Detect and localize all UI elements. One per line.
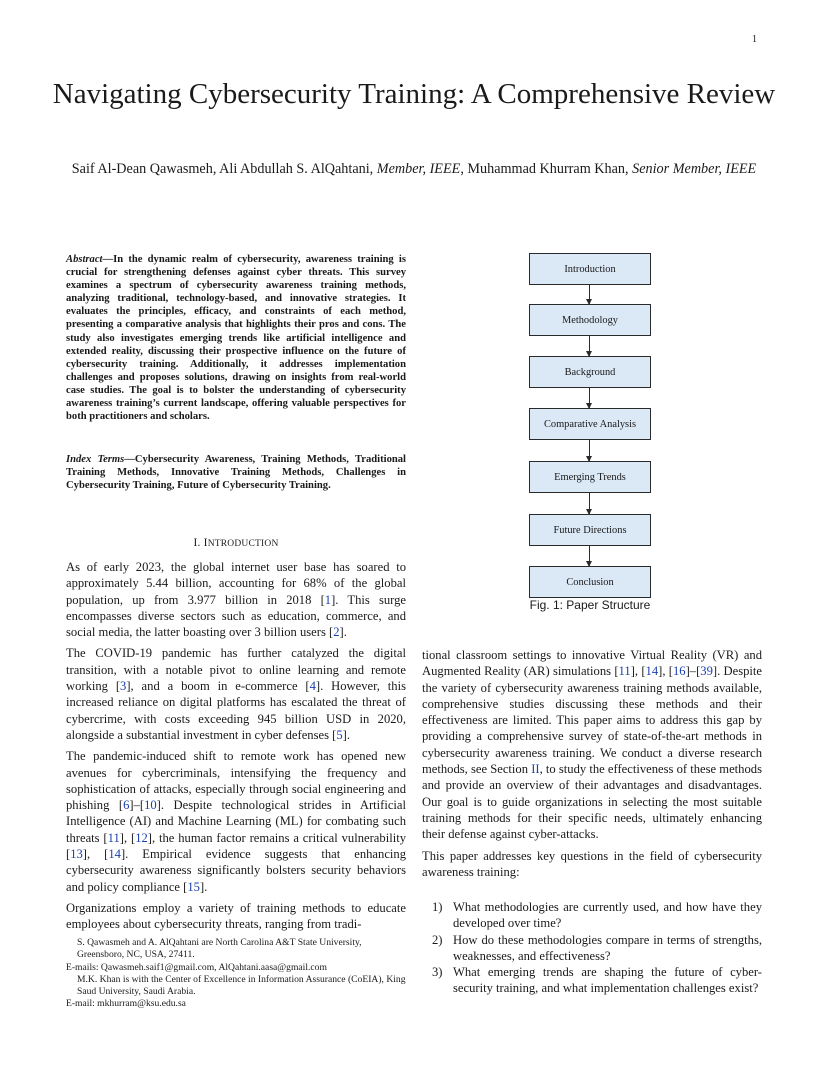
author-names-1: Saif Al-Dean Qawasmeh, Ali Abdullah S. AlQahtani, (71, 161, 377, 177)
research-questions-list (432, 899, 762, 997)
citation-link[interactable]: 12 (135, 830, 148, 845)
citation-link[interactable]: 3 (120, 679, 127, 694)
question-text: What emerging trends are shaping the future of cyber-security training, and what implementation challenges exist? (453, 965, 762, 996)
research-question-item (432, 964, 762, 997)
citation-link[interactable]: 4 (309, 679, 316, 694)
flow-arrow (589, 440, 590, 461)
author-list (70, 160, 758, 178)
text-run: ], the human factor remains a critical vulnerability [ (66, 830, 406, 862)
flow-arrow (589, 546, 590, 566)
text-run: ], [ (82, 847, 109, 862)
text-run: ]. Despite the variety of cybersecurity awareness training methods available, comprehensive studies discussing these methods and their effectiveness are limited. This paper aims to address this gap by providing a comprehensive survey of state-of-the-art methods in cybersecurity awareness training. We conduct a diverse research methods, see Section (422, 664, 763, 777)
citation-link[interactable]: 6 (123, 798, 130, 813)
intro-paragraph-2 (66, 645, 406, 743)
section-title-rest: NTRODUCTION (207, 539, 279, 549)
intro-paragraph-1 (66, 559, 406, 640)
question-text: How do these methodologies compare in terms of strengths, weaknesses, and effectiveness? (453, 932, 762, 963)
citation-link[interactable]: 13 (70, 847, 83, 862)
text-run: ]. (199, 879, 208, 894)
text-run: ], [ (658, 664, 673, 679)
section-heading-introduction (66, 537, 406, 549)
text-run: ]. This surge encompasses diverse sectors such as education, commerce, and social media, the latter boasting over 3 billion users [ (66, 592, 406, 640)
abstract-text: —In the dynamic realm of cybersecurity, awareness training is crucial for strengthening defenses against cyber threats. This survey examines a spectrum of cybersecurity awareness training methods, analyzing traditional, technology-based, and innovative strategies. It evaluates the principles, efficacy, and constraints of each method, presenting a comparative analysis that highlights their pros and cons. The study also investigates emerging trends like artificial intelligence and extended reality, discussing their prospective influence on the future of cybersecurity training. Additionally, it addresses implementation challenges and proposes solutions, drawing on insights from real-world case studies. The goal is to bolster the understanding of cybersecurity awareness training’s current landscape, offering valuable perspectives for both practitioners and scholars. (66, 254, 406, 423)
flow-arrow (589, 493, 590, 514)
intro-paragraph-5 (422, 647, 762, 843)
citation-link[interactable]: 15 (187, 879, 200, 894)
left-column-body (66, 559, 406, 938)
author-names-2: , Muhammad Khurram Khan, (460, 161, 633, 177)
citation-link[interactable]: 10 (144, 798, 157, 813)
footnote-line-emails-1: E-mails: Qawasmeh.saif1@gmail.com, AlQahtani.aasa@gmail.com (66, 961, 327, 973)
citation-link[interactable]: 11 (107, 830, 120, 845)
text-run: The COVID-19 pandemic has further catalyzed the digital transition, with a notable pivot to online learning and remote working [ (66, 646, 406, 694)
footnote-line-affiliation-1: S. Qawasmeh and A. AlQahtani are North Carolina A&T State University, Greensboro, NC, USA, 27411. (77, 937, 362, 961)
text-run: ], [ (630, 664, 646, 679)
section-reference-link[interactable]: II (531, 762, 540, 777)
figure-caption: Fig. 1: Paper Structure (529, 598, 651, 612)
citation-link[interactable]: 39 (700, 664, 713, 679)
index-terms (66, 453, 406, 492)
text-run: tional classroom settings to innovative Virtual Reality (VR) and Augmented Reality (AR) simulations [ (422, 648, 762, 679)
author-affiliation-footnote (66, 937, 406, 1011)
text-run: ]. However, this increased reliance on digital platforms has escalated the threat of cybercrime, with costs exceeding 945 billion USD in 2020, alongside a substantial investment in cyber defenses [ (66, 679, 406, 742)
abstract (66, 253, 406, 423)
citation-link[interactable]: 2 (333, 625, 340, 640)
flow-box-methodology: Methodology (529, 304, 651, 336)
text-run: ], [ (119, 830, 136, 845)
text-run: ]. (339, 625, 347, 640)
author-role-1: Member, IEEE (376, 161, 461, 177)
text-run: ]. Despite technological strides in Artificial Intelligence (AI) and Machine Learning (ML) for combating such threats [ (66, 798, 406, 845)
citation-link[interactable]: 11 (618, 664, 631, 679)
text-run: ]–[ (685, 664, 701, 679)
flow-box-emerging-trends: Emerging Trends (529, 461, 651, 493)
text-run: ]. Empirical evidence suggests that enhancing cybersecurity awareness significantly bolsters security behaviors and policy compliance [ (66, 847, 407, 894)
question-number: 2) (432, 932, 443, 947)
section-numeral: I. (193, 537, 204, 549)
flow-box-comparative-analysis: Comparative Analysis (529, 408, 651, 440)
abstract-label: Abstract (66, 254, 103, 265)
flow-arrow (589, 388, 590, 408)
paper-title: Navigating Cybersecurity Training: A Comprehensive Review (52, 78, 776, 110)
text-run: ]. (342, 727, 350, 742)
citation-link[interactable]: 14 (645, 664, 659, 679)
footnote-line-affiliation-2: M.K. Khan is with the Center of Excellence in Information Assurance (CoEIA), King Saud University, Saudi Arabia. (77, 973, 406, 998)
question-number: 1) (432, 900, 443, 914)
flow-arrow (589, 285, 590, 304)
text-run: , to study the effectiveness of these methods and provide an overview of their advantages and disadvantages. Our goal is to guide organizations in selecting the most suitable training methods for their specific needs, ultimately enhancing their defense against cyber-attacks. (422, 762, 762, 842)
page-number: 1 (752, 34, 757, 45)
text-run: The pandemic-induced shift to remote work has opened new avenues for cybercriminals, intensifying the frequency and sophistication of attacks, especially through social engineering and phishing [ (66, 749, 406, 813)
flow-box-introduction: Introduction (529, 253, 651, 285)
section-title-initial: I (203, 537, 208, 549)
citation-link[interactable]: 16 (673, 664, 686, 679)
text-run: ]–[ (129, 798, 145, 813)
flow-arrow (589, 336, 590, 356)
flow-box-conclusion: Conclusion (529, 566, 651, 598)
question-text: What methodologies are currently used, and how have they developed over time? (453, 900, 762, 931)
author-role-2: Senior Member, IEEE (632, 161, 757, 177)
intro-paragraph-6: This paper addresses key questions in the field of cybersecurity awareness training: (422, 848, 762, 879)
right-column-body (422, 647, 762, 885)
flow-box-background: Background (529, 356, 651, 388)
index-terms-label: Index Terms (66, 454, 125, 465)
citation-link[interactable]: 5 (336, 727, 343, 742)
text-run: As of early 2023, the global internet user base has soared to approximately 5.44 billion, accounting for 68% of the global population, up from 3.977 billion in 2018 [ (66, 560, 406, 607)
citation-link[interactable]: 14 (108, 847, 121, 862)
flow-box-future-directions: Future Directions (529, 514, 651, 546)
index-terms-text: —Cybersecurity Awareness, Training Methods, Traditional Training Methods, Innovative Training Methods, Challenges in Cybersecurity Training, Future of Cybersecurity Training. (66, 454, 406, 492)
citation-link[interactable]: 1 (324, 592, 332, 607)
research-question-item (432, 899, 762, 932)
footnote-line-email-2: E-mail: mkhurram@ksu.edu.sa (66, 998, 186, 1010)
question-number: 3) (432, 965, 443, 980)
text-run: ], and a boom in e-commerce [ (126, 679, 310, 694)
research-question-item (432, 932, 762, 965)
intro-paragraph-3 (66, 748, 406, 895)
intro-paragraph-4: Organizations employ a variety of training methods to educate employees about cybersecurity threats, ranging from tradi- (66, 900, 406, 932)
